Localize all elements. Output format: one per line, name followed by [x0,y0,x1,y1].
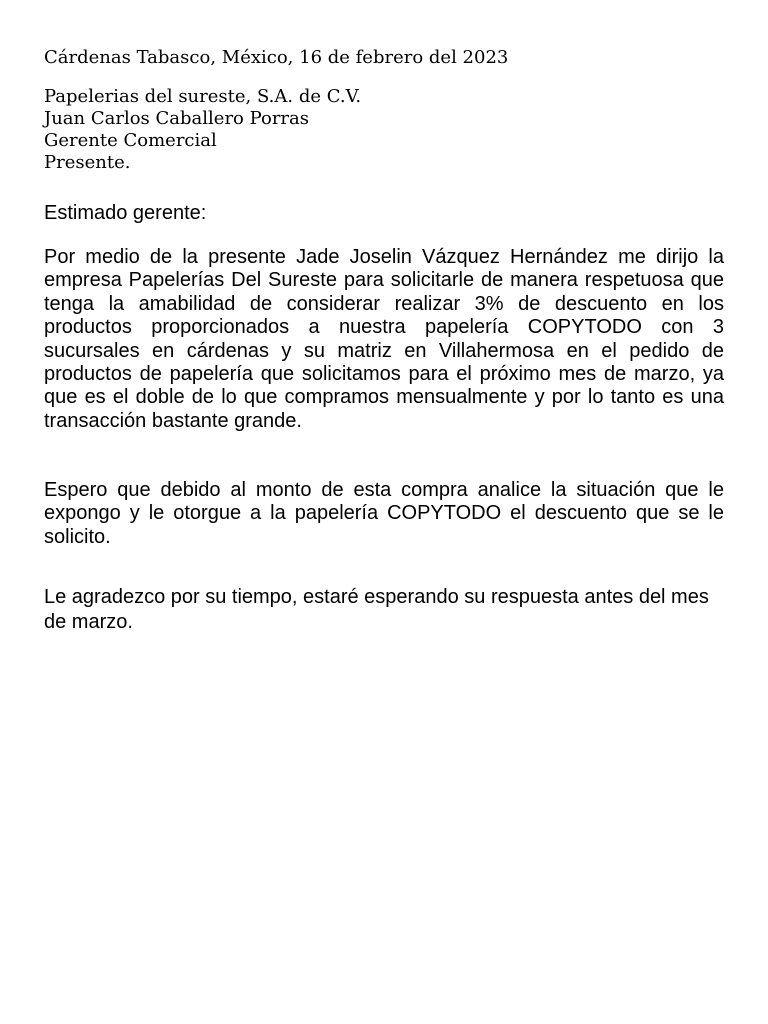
greeting: Estimado gerente: [44,202,207,224]
recipient-block [44,86,734,174]
recipient-position: Gerente Comercial [44,130,217,151]
recipient-name: Juan Carlos Caballero Porras [44,108,309,129]
body-paragraph-hope: Espero que debido al monto de esta compra analice la situación que le expongo y le otorgue a la papelería COPYTODO el descuento que se le solicito. [44,479,724,548]
date-line: Cárdenas Tabasco, México, 16 de febrero del 2023 [44,47,509,68]
body-paragraph-request: Por medio de la presente Jade Joselin Vázquez Hernández me dirijo la empresa Papelerías Del Sureste para solicitarle de manera respetuosa que tenga la amabilidad de considerar realizar 3% de descuento en los productos proporcionados a nuestra papelería COPYTODO con 3 sucursales en cárdenas y su matriz en Villahermosa en el pedido de productos de papelería que solicitamos para el próximo mes de marzo, ya que es el doble de lo que compramos mensualmente y por lo tanto es una transacción bastante grande. [44,246,724,432]
recipient-company: Papelerias del sureste, S.A. de C.V. [44,86,362,107]
body-paragraph-thanks: Le agradezco por su tiempo, estaré esperando su respuesta antes del mes de marzo. [44,586,709,633]
recipient-closing-line: Presente. [44,152,131,173]
